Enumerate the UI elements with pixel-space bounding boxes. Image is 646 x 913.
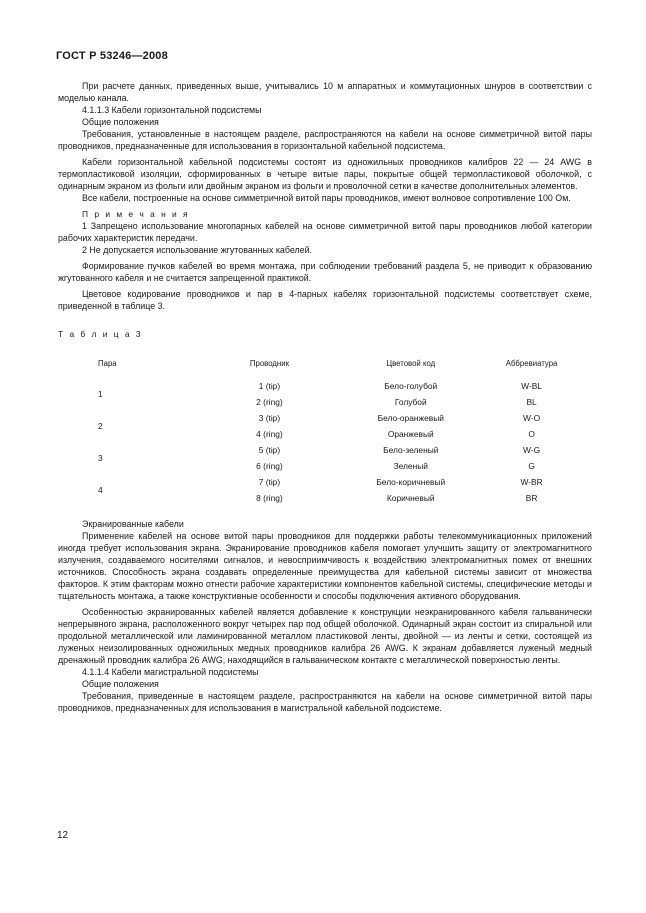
subheading-general: Общие положения	[82, 679, 159, 689]
page-header: ГОСТ Р 53246—2008	[56, 50, 168, 62]
section-heading-4113: 4.1.1.3 Кабели горизонтальной подсистемы	[82, 105, 262, 115]
cell-color-code: Оранжевый	[387, 429, 434, 439]
cell-abbreviation: W-G	[523, 445, 541, 455]
subheading-general: Общие положения	[82, 117, 159, 127]
page-number: 12	[57, 830, 69, 841]
cell-conductor: 7 (tip)	[258, 477, 281, 487]
cell-conductor: 3 (tip)	[258, 413, 281, 423]
cell-pair: 1	[98, 389, 103, 399]
paragraph: Требования, установленные в настоящем разделе, распространяются на кабели на основе симметричной витой пары проводников, предназначенные для использования в горизонтальной кабельной подсистема.	[58, 129, 592, 151]
paragraph: Кабели горизонтальной кабельной подсистемы состоят из одножильных проводников калибров 22 — 24 AWG в термопластиковой изоляции, сформированных в четыре витые пары, покрытые общей термопластиковой оболочкой, с одинарным экраном из фольги или двойным экраном из фольги и проволочной сетки в качестве дополнительных элементов.	[58, 157, 592, 191]
cell-conductor: 5 (tip)	[258, 445, 281, 455]
table-row	[58, 378, 592, 394]
subheading-shielded: Экранированные кабели	[82, 519, 184, 529]
paragraph: Требования, приведенные в настоящем разделе, распространяются на кабели на основе симметричной витой пары проводников, предназначенных для использования в магистральной кабельной подсистеме.	[58, 691, 592, 713]
cell-abbreviation: BL	[526, 397, 537, 407]
cell-abbreviation: G	[528, 461, 535, 471]
table-header-row	[58, 350, 592, 378]
cell-color-code: Бело-коричневый	[376, 477, 446, 487]
table-row	[58, 474, 592, 490]
color-code-table	[58, 350, 592, 506]
cell-color-code: Бело-оранжевый	[377, 413, 444, 423]
cell-color-code: Коричневый	[386, 493, 435, 503]
table-row	[58, 442, 592, 458]
notes-title: П р и м е ч а н и я	[82, 209, 190, 219]
cell-abbreviation: BR	[525, 493, 538, 503]
cell-abbreviation: O	[528, 429, 535, 439]
paragraph: Формирование пучков кабелей во время монтажа, при соблюдении требований раздела 5, не приводит к образованию жгутованного кабеля и не считается запрещенной практикой.	[58, 261, 592, 283]
note: 2 Не допускается использование жгутованных кабелей.	[82, 245, 313, 255]
cell-conductor: 6 (ring)	[256, 461, 283, 471]
paragraph: Применение кабелей на основе витой пары проводников для поддержки работы телекоммуникационных приложений иногда требует использования экрана. Экранирование проводников кабеля помогает улучшить защиту от электромагнитного излучения, создаваемого носителями сигналов, и невосприимчивость к воздействию электромагнитных помех от внешних источников. Способность экрана создавать определенные преимущества для кабельной системы зависит от множества факторов. К этим факторам можно отнести рабочие характеристики компонентов кабельной системы, специфические методы и тщательность монтажа, а также конструктивные особенности и способы подключения активного оборудования.	[58, 531, 592, 601]
paragraph: Цветовое кодирование проводников и пар в 4-парных кабелях горизонтальной подсистемы соответствует схеме, приведенной в таблице 3.	[58, 289, 592, 311]
cell-abbreviation: W-BR	[520, 477, 543, 487]
header-abbreviation: Аббревиатура	[505, 359, 558, 368]
cell-pair: 4	[98, 485, 103, 495]
cell-abbreviation: W-BL	[521, 381, 542, 391]
cell-color-code: Голубой	[394, 397, 427, 407]
table-row	[58, 410, 592, 426]
header-color-code: Цветовой код	[386, 359, 436, 368]
section-heading-4114: 4.1.1.4 Кабели магистральной подсистемы	[82, 667, 259, 677]
header-conductor: Проводник	[249, 359, 289, 368]
document-body	[58, 80, 592, 714]
cell-color-code: Бело-голубой	[384, 381, 438, 391]
paragraph: Все кабели, построенные на основе симметричной витой пары проводников, имеют волновое сопротивление 100 Ом.	[82, 193, 571, 203]
cell-color-code: Бело-зеленый	[383, 445, 439, 455]
cell-conductor: 8 (ring)	[256, 493, 283, 503]
cell-conductor: 4 (ring)	[256, 429, 283, 439]
cell-conductor: 1 (tip)	[258, 381, 281, 391]
cell-abbreviation: W-O	[523, 413, 541, 423]
cell-color-code: Зеленый	[393, 461, 428, 471]
cell-pair: 3	[98, 453, 103, 463]
note: 1 Запрещено использование многопарных кабелей на основе симметричной витой пары проводников любой категории рабочих характеристик передачи.	[58, 221, 592, 243]
header-pair: Пара	[98, 359, 117, 368]
table-caption: Т а б л и ц а 3	[58, 329, 143, 339]
cell-conductor: 2 (ring)	[256, 397, 283, 407]
paragraph: Особенностью экранированных кабелей является добавление к конструкции неэкранированного кабеля гальванически непрерывного экрана, расположенного вокруг четырех пар под общей оболочкой. Одинарный экран состоит из спиральной или продольной металлической или ламинированной металлом пластиковой ленты, двойной — из ленты и сетки, состоящей из луженых неизолированных одножильных медных проводников калибра 26 AWG. К экранам добавляется луженый медный дренажный проводник калибра 26 AWG, находящийся в гальваническом контакте с металлической поверхностью ленты.	[58, 607, 592, 665]
paragraph-intro: При расчете данных, приведенных выше, учитывались 10 м аппаратных и коммутационных шнуров в соответствии с моделью канала.	[58, 81, 592, 103]
cell-pair: 2	[98, 421, 103, 431]
